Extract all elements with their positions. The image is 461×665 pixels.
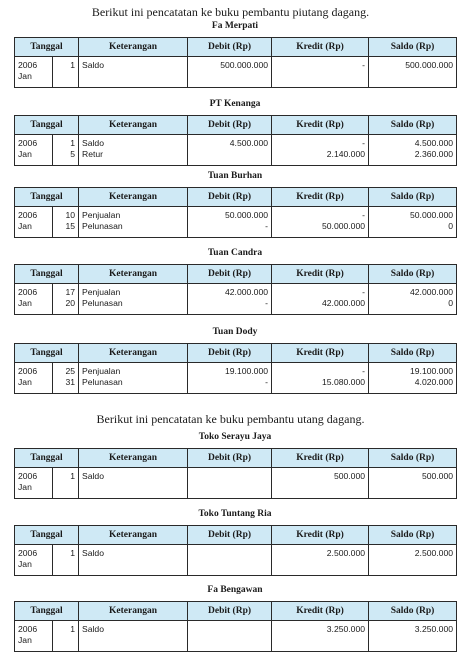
keterangan-text: Pelunasan — [82, 377, 123, 387]
ledger-block — [14, 431, 456, 499]
header-saldo: Saldo (Rp) — [369, 602, 457, 621]
header-kredit: Kredit (Rp) — [272, 344, 369, 363]
keterangan-text: Saldo — [82, 471, 104, 481]
ledger-block — [14, 170, 456, 238]
debit-text: 19.100.000 — [225, 366, 269, 376]
header-keterangan: Keterangan — [79, 38, 188, 57]
cell-debit — [188, 468, 272, 499]
header-saldo: Saldo (Rp) — [369, 526, 457, 545]
header-debit: Debit (Rp) — [188, 602, 272, 621]
cell-day — [53, 363, 79, 394]
keterangan-text: Penjualan — [82, 366, 121, 376]
saldo-text: 50.000.000 — [410, 210, 454, 220]
keterangan-text: Saldo — [82, 548, 104, 558]
header-tanggal: Tanggal — [15, 344, 79, 363]
ledger-block — [14, 508, 456, 576]
debit-text: - — [265, 298, 269, 308]
cell-keterangan — [79, 135, 188, 166]
kredit-text: 500.000 — [333, 471, 366, 481]
header-row — [15, 38, 457, 57]
header-keterangan: Keterangan — [79, 265, 188, 284]
day-text: 17 — [65, 287, 76, 297]
saldo-text: 42.000.000 — [410, 287, 454, 297]
header-tanggal: Tanggal — [15, 116, 79, 135]
cell-debit — [188, 545, 272, 576]
ledger-table — [14, 525, 457, 576]
table-row — [15, 545, 457, 576]
header-row — [15, 265, 457, 284]
ledger-title: Tuan Burhan — [207, 171, 263, 181]
header-keterangan: Keterangan — [79, 526, 188, 545]
ledger-block — [14, 98, 456, 166]
header-kredit: Kredit (Rp) — [272, 188, 369, 207]
table-row — [15, 363, 457, 394]
cell-keterangan — [79, 468, 188, 499]
year-text: 2006 — [18, 60, 38, 70]
header-debit: Debit (Rp) — [188, 188, 272, 207]
day-text: 31 — [65, 377, 76, 387]
cell-year-month — [15, 468, 53, 499]
ledger-block — [14, 20, 456, 88]
saldo-text: 0 — [448, 221, 454, 231]
kredit-text: 3.250.000 — [326, 624, 366, 634]
ledger-table — [14, 343, 457, 394]
header-debit: Debit (Rp) — [188, 38, 272, 57]
header-tanggal: Tanggal — [15, 38, 79, 57]
month-text: Jan — [18, 298, 32, 308]
keterangan-text: Penjualan — [82, 210, 121, 220]
debit-text: - — [265, 377, 269, 387]
table-row — [15, 468, 457, 499]
cell-kredit — [272, 207, 369, 238]
intro-utang: Berikut ini pencatatan ke buku pembantu utang dagang. — [96, 412, 365, 426]
debit-text — [188, 471, 268, 482]
header-debit: Debit (Rp) — [188, 265, 272, 284]
cell-kredit — [272, 468, 369, 499]
year-text: 2006 — [18, 366, 38, 376]
cell-keterangan — [79, 284, 188, 315]
cell-year-month — [15, 207, 53, 238]
kredit-text: - — [362, 287, 366, 297]
cell-saldo — [369, 545, 457, 576]
debit-text — [188, 624, 268, 635]
debit-text: 500.000.000 — [220, 60, 269, 70]
year-text: 2006 — [18, 210, 38, 220]
ledger-block — [14, 584, 456, 652]
year-text: 2006 — [18, 287, 38, 297]
ledger-table — [14, 601, 457, 652]
cell-saldo — [369, 57, 457, 88]
kredit-text: - — [362, 60, 366, 70]
kredit-text: 2.500.000 — [326, 548, 366, 558]
month-text: Jan — [18, 482, 32, 492]
header-row — [15, 602, 457, 621]
header-keterangan: Keterangan — [79, 188, 188, 207]
cell-keterangan — [79, 57, 188, 88]
header-keterangan: Keterangan — [79, 602, 188, 621]
ledger-title: Toko Serayu Jaya — [198, 432, 272, 442]
cell-keterangan — [79, 545, 188, 576]
year-text: 2006 — [18, 624, 38, 634]
cell-kredit — [272, 284, 369, 315]
saldo-text: 0 — [448, 298, 454, 308]
keterangan-text: Saldo — [82, 60, 104, 70]
cell-debit — [188, 284, 272, 315]
keterangan-text: Saldo — [82, 138, 104, 148]
ledger-title: Tuan Candra — [207, 248, 263, 258]
header-kredit: Kredit (Rp) — [272, 116, 369, 135]
kredit-text: 42.000.000 — [322, 298, 366, 308]
cell-debit — [188, 621, 272, 652]
month-text: Jan — [18, 71, 32, 81]
header-tanggal: Tanggal — [15, 265, 79, 284]
cell-saldo — [369, 207, 457, 238]
cell-kredit — [272, 363, 369, 394]
cell-year-month — [15, 545, 53, 576]
saldo-text: 500.000.000 — [405, 60, 454, 70]
table-row — [15, 207, 457, 238]
keterangan-text: Pelunasan — [82, 221, 123, 231]
header-row — [15, 116, 457, 135]
cell-day — [53, 57, 79, 88]
cell-debit — [188, 207, 272, 238]
header-kredit: Kredit (Rp) — [272, 38, 369, 57]
cell-year-month — [15, 363, 53, 394]
month-text: Jan — [18, 221, 32, 231]
cell-saldo — [369, 135, 457, 166]
kredit-text: 50.000.000 — [322, 221, 366, 231]
header-saldo: Saldo (Rp) — [369, 116, 457, 135]
debit-text: - — [265, 221, 269, 231]
debit-text: 4.500.000 — [229, 138, 269, 148]
cell-day — [53, 207, 79, 238]
saldo-text: 4.020.000 — [414, 377, 454, 387]
ledger-title: Fa Merpati — [211, 21, 259, 31]
header-row — [15, 188, 457, 207]
saldo-text: 500.000 — [421, 471, 454, 481]
header-debit: Debit (Rp) — [188, 449, 272, 468]
header-kredit: Kredit (Rp) — [272, 602, 369, 621]
kredit-text: - — [362, 210, 366, 220]
ledger-title: Tuan Dody — [212, 327, 258, 337]
debit-text — [188, 548, 268, 559]
cell-year-month — [15, 284, 53, 315]
day-text: 25 — [65, 366, 76, 376]
header-tanggal: Tanggal — [15, 526, 79, 545]
cell-year-month — [15, 621, 53, 652]
keterangan-text: Retur — [82, 149, 104, 159]
header-tanggal: Tanggal — [15, 602, 79, 621]
debit-text — [188, 149, 268, 160]
day-text: 5 — [70, 149, 76, 159]
cell-year-month — [15, 135, 53, 166]
kredit-text: 15.080.000 — [322, 377, 366, 387]
header-row — [15, 526, 457, 545]
day-text: 1 — [70, 471, 76, 481]
day-text: 1 — [70, 60, 76, 70]
saldo-text: 19.100.000 — [410, 366, 454, 376]
kredit-text: - — [362, 138, 366, 148]
header-debit: Debit (Rp) — [188, 526, 272, 545]
ledger-table — [14, 264, 457, 315]
cell-saldo — [369, 284, 457, 315]
cell-keterangan — [79, 207, 188, 238]
cell-saldo — [369, 363, 457, 394]
intro-piutang: Berikut ini pencatatan ke buku pembantu piutang dagang. — [91, 5, 370, 19]
ledger-table — [14, 115, 457, 166]
header-saldo: Saldo (Rp) — [369, 344, 457, 363]
header-keterangan: Keterangan — [79, 344, 188, 363]
table-row — [15, 135, 457, 166]
saldo-text: 4.500.000 — [414, 138, 454, 148]
day-text: 1 — [70, 624, 76, 634]
ledger-block — [14, 326, 456, 394]
day-text: 1 — [70, 548, 76, 558]
header-kredit: Kredit (Rp) — [272, 265, 369, 284]
saldo-text: 2.360.000 — [414, 149, 454, 159]
ledger-title: Toko Tuntang Ria — [198, 509, 272, 519]
debit-text: 42.000.000 — [225, 287, 269, 297]
header-saldo: Saldo (Rp) — [369, 449, 457, 468]
header-saldo: Saldo (Rp) — [369, 188, 457, 207]
month-text: Jan — [18, 559, 32, 569]
ledger-block — [14, 247, 456, 315]
day-text: 20 — [65, 298, 76, 308]
header-keterangan: Keterangan — [79, 449, 188, 468]
cell-keterangan — [79, 621, 188, 652]
cell-day — [53, 135, 79, 166]
header-saldo: Saldo (Rp) — [369, 38, 457, 57]
header-tanggal: Tanggal — [15, 188, 79, 207]
cell-debit — [188, 363, 272, 394]
cell-kredit — [272, 545, 369, 576]
cell-debit — [188, 57, 272, 88]
ledger-table — [14, 448, 457, 499]
table-row — [15, 57, 457, 88]
ledger-title: PT Kenanga — [209, 99, 261, 109]
day-text: 10 — [65, 210, 76, 220]
debit-text: 50.000.000 — [225, 210, 269, 220]
cell-keterangan — [79, 363, 188, 394]
table-row — [15, 621, 457, 652]
cell-saldo — [369, 621, 457, 652]
year-text: 2006 — [18, 138, 38, 148]
day-text: 1 — [70, 138, 76, 148]
month-text: Jan — [18, 377, 32, 387]
header-tanggal: Tanggal — [15, 449, 79, 468]
cell-day — [53, 621, 79, 652]
keterangan-text: Penjualan — [82, 287, 121, 297]
table-row — [15, 284, 457, 315]
ledger-table — [14, 37, 457, 88]
month-text: Jan — [18, 635, 32, 645]
kredit-text: - — [362, 366, 366, 376]
kredit-text: 2.140.000 — [326, 149, 366, 159]
month-text: Jan — [18, 149, 32, 159]
header-row — [15, 344, 457, 363]
saldo-text: 2.500.000 — [414, 548, 454, 558]
cell-saldo — [369, 468, 457, 499]
ledger-title: Fa Bengawan — [207, 585, 263, 595]
cell-year-month — [15, 57, 53, 88]
header-kredit: Kredit (Rp) — [272, 449, 369, 468]
cell-debit — [188, 135, 272, 166]
cell-kredit — [272, 621, 369, 652]
header-debit: Debit (Rp) — [188, 344, 272, 363]
keterangan-text: Saldo — [82, 624, 104, 634]
header-keterangan: Keterangan — [79, 116, 188, 135]
cell-day — [53, 545, 79, 576]
header-kredit: Kredit (Rp) — [272, 526, 369, 545]
keterangan-text: Pelunasan — [82, 298, 123, 308]
header-debit: Debit (Rp) — [188, 116, 272, 135]
day-text: 15 — [65, 221, 76, 231]
cell-day — [53, 468, 79, 499]
ledger-table — [14, 187, 457, 238]
year-text: 2006 — [18, 471, 38, 481]
header-row — [15, 449, 457, 468]
header-saldo: Saldo (Rp) — [369, 265, 457, 284]
cell-day — [53, 284, 79, 315]
cell-kredit — [272, 57, 369, 88]
cell-kredit — [272, 135, 369, 166]
year-text: 2006 — [18, 548, 38, 558]
saldo-text: 3.250.000 — [414, 624, 454, 634]
